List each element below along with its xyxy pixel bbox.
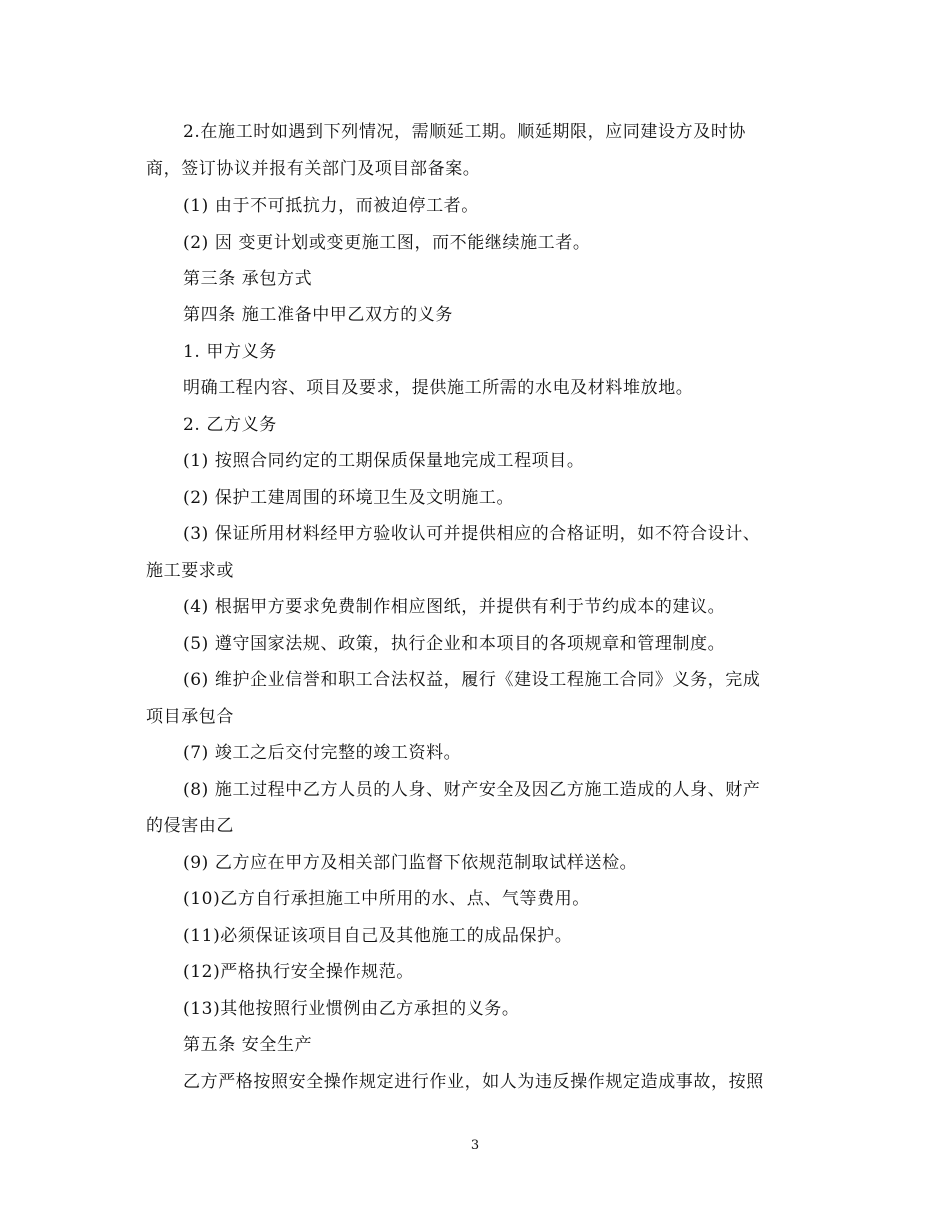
section-heading: 第四条 施工准备中甲乙双方的义务 [183,305,454,325]
list-item: (3) 保证所用材料经甲方验收认可并提供相应的合格证明，如不符合设计、 [183,524,761,544]
paragraph-line: 乙方严格按照安全操作规定进行作业，如人为违反操作规定造成事故，按照 [183,1072,764,1092]
list-item: (10)乙方自行承担施工中所用的水、点、气等费用。 [183,889,590,909]
list-item: (7) 竣工之后交付完整的竣工资料。 [183,743,462,763]
paragraph-line: 商，签订协议并报有关部门及项目部备案。 [146,159,481,179]
list-item: (1) 由于不可抵抗力，而被迫停工者。 [183,196,479,216]
list-item: (2) 因 变更计划或变更施工图，而不能继续施工者。 [183,233,591,253]
paragraph-line: 明确工程内容、项目及要求，提供施工所需的水电及材料堆放地。 [183,378,694,398]
list-item: (11)必须保证该项目自己及其他施工的成品保护。 [183,926,573,946]
paragraph-line: 项目承包合 [146,707,234,727]
list-item: (2) 保护工建周围的环境卫生及文明施工。 [183,488,515,508]
subsection-heading: 2. 乙方义务 [183,415,277,435]
list-item: (13)其他按照行业惯例由乙方承担的义务。 [183,999,520,1019]
list-item: (8) 施工过程中乙方人员的人身、财产安全及因乙方施工造成的人身、财产 [183,780,761,800]
section-heading: 第三条 承包方式 [183,269,313,289]
list-item: (6) 维护企业信誉和职工合法权益，履行《建设工程施工合同》义务，完成 [183,670,761,690]
subsection-heading: 1. 甲方义务 [183,342,277,362]
section-heading: 第五条 安全生产 [183,1035,313,1055]
page-number: 3 [470,1138,480,1153]
list-item: (1) 按照合同约定的工期保质保量地完成工程项目。 [183,451,585,471]
list-item: (5) 遵守国家法规、政策，执行企业和本项目的各项规章和管理制度。 [183,634,726,654]
list-item: (4) 根据甲方要求免费制作相应图纸，并提供有利于节约成本的建议。 [183,597,726,617]
paragraph-line: 的侵害由乙 [146,816,234,836]
list-item: (9) 乙方应在甲方及相关部门监督下依规范制取试样送检。 [183,853,638,873]
list-item: (12)严格执行安全操作规范。 [183,962,414,982]
paragraph-line: 2.在施工时如遇到下列情况，需顺延工期。顺延期限，应同建设方及时协 [183,122,747,142]
paragraph-line: 施工要求或 [146,561,234,581]
